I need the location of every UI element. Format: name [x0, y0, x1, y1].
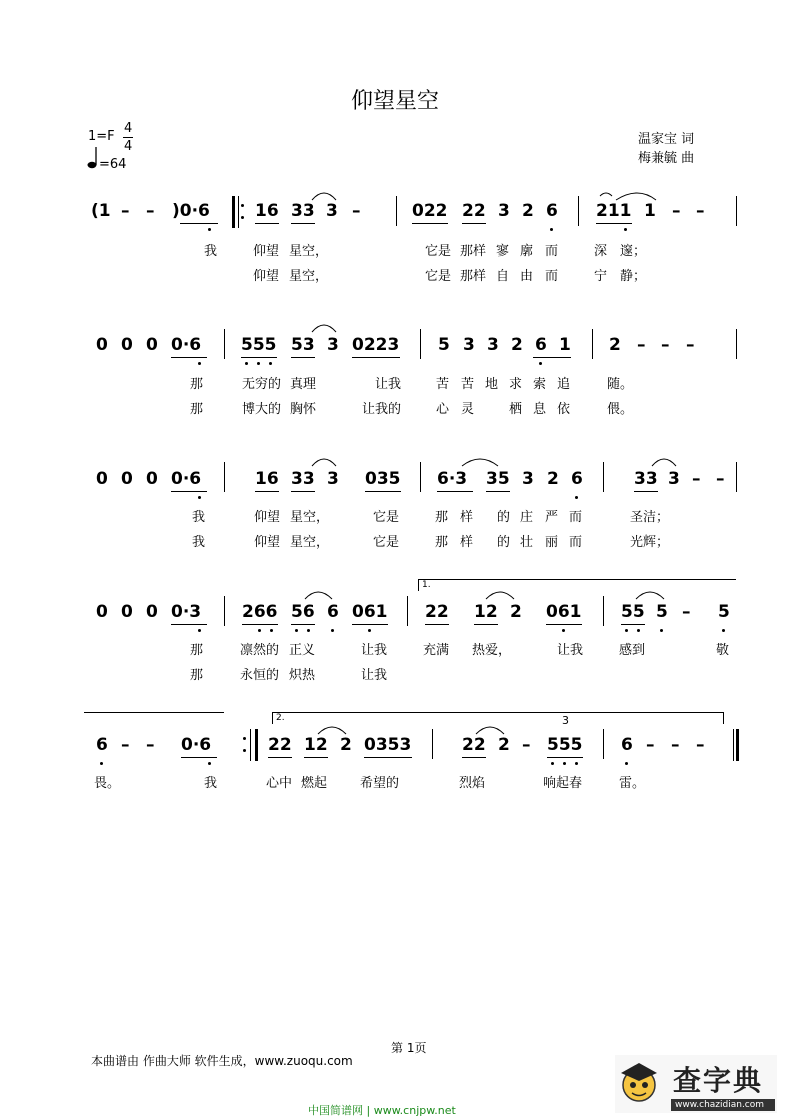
lyric: 严: [545, 510, 559, 525]
beam: [241, 357, 277, 358]
lyric: 索: [533, 377, 547, 392]
beam: [546, 624, 582, 625]
beam: [486, 491, 510, 492]
note: 022: [412, 201, 448, 221]
lyric: 样: [460, 535, 474, 550]
beam: [634, 491, 658, 492]
note: 0: [96, 602, 108, 622]
lyric: 博大的: [242, 402, 282, 417]
watermark-logo: [615, 1055, 777, 1113]
low-dot: [198, 629, 201, 632]
lyric: 烈焰: [459, 776, 486, 791]
footer-note: 本曲谱由 作曲大师 软件生成，www.zuoqu.com: [91, 1054, 353, 1068]
beam: [291, 491, 315, 492]
note: –: [696, 735, 705, 755]
low-dot: [270, 629, 273, 632]
note: –: [671, 735, 680, 755]
lyric: 热爱，: [472, 643, 512, 658]
note: 0: [146, 335, 158, 355]
lyric: 灵: [461, 402, 475, 417]
lyric: 自: [496, 269, 510, 284]
beam: [291, 624, 315, 625]
low-dot: [368, 629, 371, 632]
note: 53: [291, 335, 315, 355]
note: 12: [474, 602, 498, 622]
composer-credit: 梅兼毓 曲: [638, 151, 695, 166]
lyric: 它是: [425, 269, 452, 284]
slur-marks: [0, 710, 790, 750]
note: 0: [146, 469, 158, 489]
note: 3: [668, 469, 680, 489]
lyric: 它是: [373, 510, 400, 525]
note: 2: [609, 335, 621, 355]
lyric: 正义: [289, 643, 316, 658]
note: 3: [326, 201, 338, 221]
low-dot: [625, 762, 628, 765]
lyric: 壮: [520, 535, 534, 550]
lyric: 那: [190, 668, 204, 683]
lyric: 廓: [520, 244, 534, 259]
low-dot: [331, 629, 334, 632]
time-signature-top: 4: [124, 121, 133, 136]
lyric: 追: [557, 377, 571, 392]
lyric: 栖: [509, 402, 523, 417]
note: –: [121, 201, 130, 221]
lyric: 丽: [545, 535, 559, 550]
lyric: 宁: [594, 269, 608, 284]
note: 1: [559, 335, 571, 355]
beam: [181, 757, 217, 758]
note: –: [352, 201, 361, 221]
low-dot: [625, 629, 628, 632]
lyric: 仰望: [253, 244, 280, 259]
low-dot: [563, 762, 566, 765]
beam: [242, 624, 278, 625]
beam: [437, 491, 473, 492]
note: 0: [96, 469, 108, 489]
note: 0·3: [171, 602, 202, 622]
note: 55: [621, 602, 645, 622]
note: –: [682, 602, 691, 622]
note: 0: [146, 602, 158, 622]
beam: [365, 491, 401, 492]
beam: [462, 757, 486, 758]
note: –: [146, 201, 155, 221]
note: 16: [255, 201, 279, 221]
note: 6: [571, 469, 583, 489]
beam: [171, 491, 207, 492]
note: 12: [304, 735, 328, 755]
volta-label: 1.: [422, 580, 431, 590]
note: 061: [352, 602, 388, 622]
lyric: 苦: [436, 377, 450, 392]
note: 3: [487, 335, 499, 355]
note: 0·6: [171, 469, 202, 489]
note: –: [686, 335, 695, 355]
lyric: 雷。: [619, 776, 646, 791]
lyric: 那: [435, 535, 449, 550]
lyric: 而: [545, 269, 559, 284]
note: 555: [241, 335, 277, 355]
lyric: 仰望: [253, 269, 280, 284]
watermark-url: www.chazidian.com: [675, 1100, 765, 1110]
note: 0: [121, 335, 133, 355]
beam: [268, 757, 292, 758]
note: 33: [291, 469, 315, 489]
lyric: 让我: [361, 643, 388, 658]
note: 3: [463, 335, 475, 355]
lyric: 我: [192, 510, 206, 525]
note: –: [637, 335, 646, 355]
low-dot: [198, 362, 201, 365]
volta-label: 2.: [276, 713, 285, 723]
lyric: 寥: [496, 244, 510, 259]
note: 6: [535, 335, 547, 355]
lyric: 光辉；: [630, 535, 670, 550]
score-title: 仰望星空: [350, 89, 439, 114]
note: 0: [96, 335, 108, 355]
note: (1: [91, 201, 111, 221]
low-dot: [660, 629, 663, 632]
slur-marks: [0, 575, 790, 615]
note: –: [522, 735, 531, 755]
note: –: [692, 469, 701, 489]
beam: [352, 624, 388, 625]
lyric: 而: [569, 510, 583, 525]
note: 6: [621, 735, 633, 755]
lyric: 我: [192, 535, 206, 550]
beam: [255, 491, 279, 492]
lyric: 响起春: [543, 776, 583, 791]
note: 3: [498, 201, 510, 221]
lyric: 那样: [460, 244, 487, 259]
note: 22: [268, 735, 292, 755]
footer-site: 中国简谱网 | www.cnjpw.net: [308, 1104, 456, 1117]
lyric: 它是: [425, 244, 452, 259]
note: –: [716, 469, 725, 489]
lyric: 那: [190, 643, 204, 658]
beam: [474, 624, 498, 625]
lyric: 让我的: [362, 402, 402, 417]
note: 0: [121, 469, 133, 489]
beam: [171, 624, 207, 625]
lyric: 那: [435, 510, 449, 525]
note: 6: [96, 735, 108, 755]
lyric: 心: [436, 402, 450, 417]
lyric: 永恒的: [240, 668, 280, 683]
lyric: 星空，: [289, 269, 329, 284]
lyric: 那: [190, 377, 204, 392]
lyric: 地: [485, 377, 499, 392]
note: 16: [255, 469, 279, 489]
lyric: 凛然的: [240, 643, 280, 658]
lyric: 那: [190, 402, 204, 417]
low-dot: [575, 496, 578, 499]
note: 2: [498, 735, 510, 755]
note: 2: [510, 602, 522, 622]
lyric: 让我: [361, 668, 388, 683]
note: 555: [547, 735, 583, 755]
lyric: 它是: [373, 535, 400, 550]
lyric: 星空，: [290, 510, 330, 525]
lyric: 而: [545, 244, 559, 259]
note: 2: [547, 469, 559, 489]
time-signature-bottom: 4: [124, 139, 133, 154]
note: 1: [644, 201, 656, 221]
lyric: 求: [509, 377, 523, 392]
low-dot: [722, 629, 725, 632]
note: )0·6: [172, 201, 210, 221]
low-dot: [539, 362, 542, 365]
note: 5: [438, 335, 450, 355]
lyric: 炽热: [289, 668, 316, 683]
note: –: [146, 735, 155, 755]
low-dot: [258, 629, 261, 632]
lyric: 深: [594, 244, 608, 259]
beam: [304, 757, 328, 758]
low-dot: [295, 629, 298, 632]
low-dot: [208, 762, 211, 765]
triplet-mark: 3: [562, 714, 569, 727]
beam: [352, 357, 400, 358]
low-dot: [100, 762, 103, 765]
note: 061: [546, 602, 582, 622]
lyric: 感到: [619, 643, 646, 658]
low-dot: [562, 629, 565, 632]
lyric: 星空，: [289, 244, 329, 259]
lyricist-credit: 温家宝 词: [638, 132, 695, 147]
lyric: 而: [569, 535, 583, 550]
lyric: 胸怀: [290, 402, 317, 417]
note: 211: [596, 201, 632, 221]
note: 22: [462, 735, 486, 755]
beam: [621, 624, 645, 625]
note: 035: [365, 469, 401, 489]
key-signature: 1=F: [88, 129, 115, 144]
note: –: [646, 735, 655, 755]
note: 3: [327, 469, 339, 489]
note: 5: [656, 602, 668, 622]
lyric: 庄: [520, 510, 534, 525]
note: –: [696, 201, 705, 221]
note: –: [661, 335, 670, 355]
note: 35: [486, 469, 510, 489]
beam: [291, 357, 315, 358]
note: –: [121, 735, 130, 755]
lyric: 的: [497, 535, 511, 550]
beam: [425, 624, 449, 625]
beam: [547, 757, 583, 758]
note: 2: [511, 335, 523, 355]
note: 0223: [352, 335, 400, 355]
lyric: 无穷的: [242, 377, 282, 392]
note: –: [672, 201, 681, 221]
note: 0353: [364, 735, 412, 755]
note: 6: [546, 201, 558, 221]
lyric: 星空，: [290, 535, 330, 550]
note: 3: [522, 469, 534, 489]
lyric: 的: [497, 510, 511, 525]
lyric: 畏。: [94, 776, 121, 791]
slur-marks: [0, 440, 790, 480]
lyric: 随。: [607, 377, 634, 392]
low-dot: [257, 362, 260, 365]
lyric: 敬: [716, 643, 730, 658]
note: 5: [718, 602, 730, 622]
lyric: 苦: [461, 377, 475, 392]
note: 266: [242, 602, 278, 622]
lyric: 圣洁；: [630, 510, 670, 525]
lyric: 真理: [290, 377, 317, 392]
lyric: 充满: [423, 643, 450, 658]
low-dot: [307, 629, 310, 632]
slur-marks: [0, 0, 790, 230]
lyric: 邃；: [620, 244, 647, 259]
low-dot: [551, 762, 554, 765]
lyric: 让我: [375, 377, 402, 392]
low-dot: [575, 762, 578, 765]
lyric: 心中: [266, 776, 293, 791]
lyric: 那样: [460, 269, 487, 284]
low-dot: [269, 362, 272, 365]
lyric: 样: [460, 510, 474, 525]
note: 6: [327, 602, 339, 622]
note: 22: [425, 602, 449, 622]
lyric: 依: [557, 402, 571, 417]
note: 33: [634, 469, 658, 489]
tempo-marking: =64: [99, 157, 127, 172]
note: 33: [291, 201, 315, 221]
slur-marks: [0, 300, 790, 340]
note: 3: [327, 335, 339, 355]
lyric: 希望的: [360, 776, 400, 791]
low-dot: [245, 362, 248, 365]
note: 0·6: [181, 735, 212, 755]
lyric: 仰望: [254, 510, 281, 525]
note: 0: [121, 602, 133, 622]
lyric: 我: [204, 244, 218, 259]
beam: [533, 357, 571, 358]
watermark-brand: 查字典: [673, 1064, 764, 1097]
page-number: 第 1页: [391, 1041, 427, 1055]
note: 56: [291, 602, 315, 622]
lyric: 静；: [620, 269, 647, 284]
lyric: 由: [520, 269, 534, 284]
beam: [364, 757, 412, 758]
lyric: 燃起: [301, 776, 328, 791]
low-dot: [637, 629, 640, 632]
beam: [171, 357, 207, 358]
note: 2: [340, 735, 352, 755]
lyric: 我: [204, 776, 218, 791]
note: 0·6: [171, 335, 202, 355]
note: 22: [462, 201, 486, 221]
lyric: 息: [533, 402, 547, 417]
low-dot: [198, 496, 201, 499]
note: 2: [522, 201, 534, 221]
lyric: 让我: [557, 643, 584, 658]
lyric: 偎。: [607, 402, 634, 417]
note: 6·3: [437, 469, 468, 489]
lyric: 仰望: [254, 535, 281, 550]
